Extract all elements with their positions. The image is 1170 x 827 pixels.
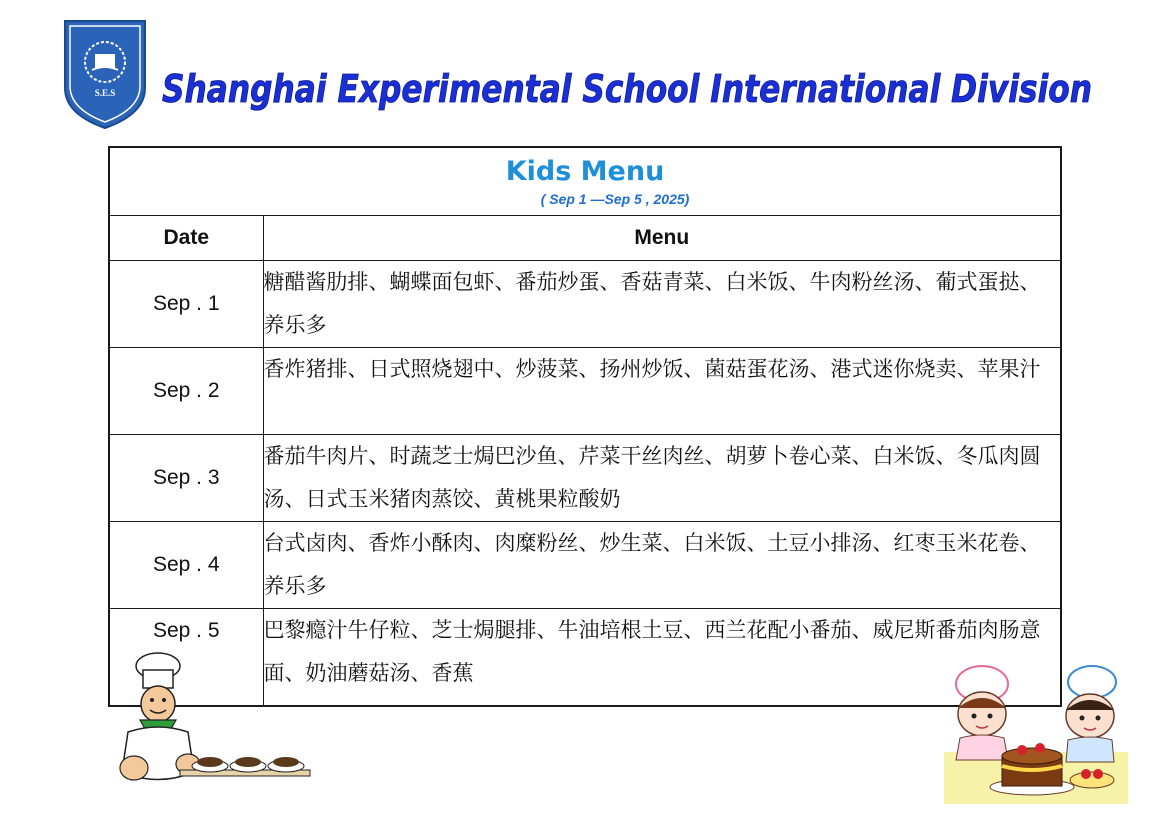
table-row (109, 261, 1061, 348)
school-logo (62, 18, 148, 130)
date-cell: Sep . 3 (109, 435, 263, 522)
menu-title-row (109, 147, 1061, 216)
menu-items-cell: 巴黎瘾汁牛仔粒、芝士焗腿排、牛油培根土豆、西兰花配小番茄、威尼斯番茄肉肠意面、奶油蘑菇汤、香蕉 (263, 609, 1061, 707)
chef-illustration (110, 652, 320, 802)
table-row (109, 435, 1061, 522)
menu-title-cell (109, 147, 1061, 216)
menu-items-cell: 糖醋酱肋排、蝴蝶面包虾、番茄炒蛋、香菇青菜、白米饭、牛肉粉丝汤、葡式蛋挞、养乐多 (263, 261, 1061, 348)
table-row (109, 522, 1061, 609)
menu-title: Kids Menu (505, 156, 665, 187)
table-row (109, 348, 1061, 435)
menu-items-cell: 番茄牛肉片、时蔬芝士焗巴沙鱼、芹菜干丝肉丝、胡萝卜卷心菜、白米饭、冬瓜肉圆汤、日式玉米猪肉蒸饺、黄桃果粒酸奶 (263, 435, 1061, 522)
menu-date-range: ( Sep 1 —Sep 5 , 2025) (540, 191, 690, 207)
date-cell: Sep . 2 (109, 348, 263, 435)
svg-text:S.E.S: S.E.S (94, 88, 116, 98)
column-header-date: Date (109, 216, 263, 261)
school-name-text: Shanghai Experimental School International Division (162, 67, 1092, 111)
date-cell: Sep . 4 (109, 522, 263, 609)
menu-items-cell: 台式卤肉、香炸小酥肉、肉糜粉丝、炒生菜、白米饭、土豆小排汤、红枣玉米花卷、养乐多 (263, 522, 1061, 609)
menu-header-row (109, 216, 1061, 261)
menu-table (108, 146, 1062, 707)
kids-baking-illustration (942, 662, 1132, 807)
column-header-menu: Menu (263, 216, 1061, 261)
date-cell: Sep . 5 (109, 609, 263, 707)
menu-items-cell: 香炸猪排、日式照烧翅中、炒菠菜、扬州炒饭、菌菇蛋花汤、港式迷你烧卖、苹果汁 (263, 348, 1061, 435)
school-title (162, 56, 1122, 120)
date-cell: Sep . 1 (109, 261, 263, 348)
